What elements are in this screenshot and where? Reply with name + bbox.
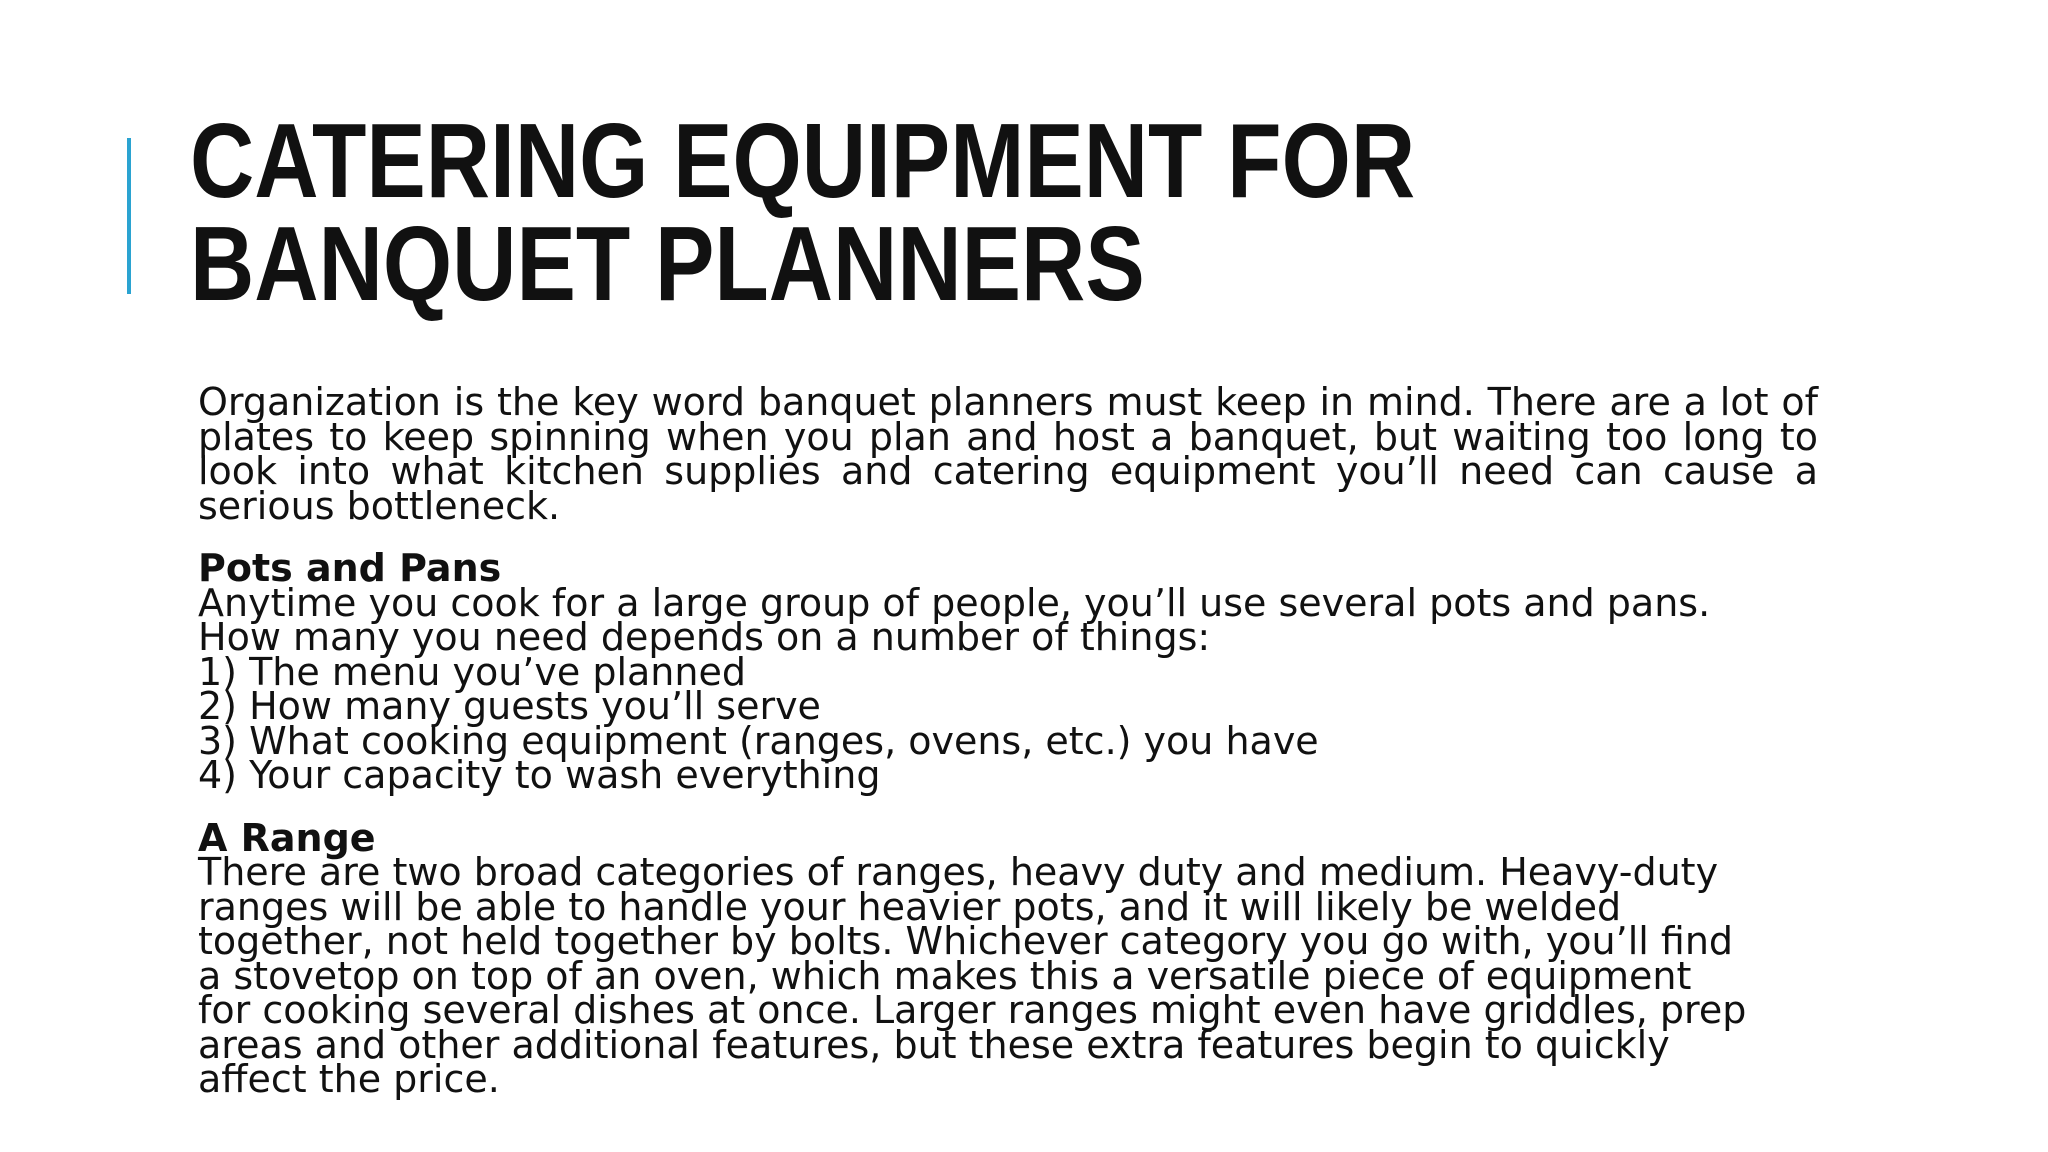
range-line-4: a stovetop on top of an oven, which makes this a versatile piece of equipment — [198, 953, 1692, 998]
range-line-6: areas and other additional features, but these extra features begin to quickly — [198, 1022, 1670, 1067]
slide-body — [198, 380, 1818, 1101]
range-line-1: There are two broad categories of ranges, heavy duty and medium. Heavy-duty — [198, 850, 1719, 894]
pots-list-item-4: 4) Your capacity to wash everything — [198, 753, 881, 797]
pots-list-item-1: 1) The menu you’ve planned — [198, 649, 746, 694]
range-line-5: for cooking several dishes at once. Larger ranges might even have griddles, prep — [198, 988, 1747, 1032]
pots-line-2: How many you need depends on a number of things: — [198, 615, 1211, 659]
title-line-2: BANQUET PLANNERS — [190, 205, 1145, 323]
pots-list-item-2: 2) How many guests you’ll serve — [198, 684, 821, 728]
range-line-3: together, not held together by bolts. Whichever category you go with, you’ll find — [198, 919, 1734, 963]
range-section — [198, 815, 1818, 1101]
slide-title — [190, 102, 1416, 323]
pots-line-1: Anytime you cook for a large group of people, you’ll use several pots and pans. — [198, 580, 1711, 625]
range-heading: A Range — [198, 815, 376, 860]
range-line-7: affect the price. — [198, 1057, 500, 1101]
title-accent-bar — [127, 138, 131, 294]
range-line-2: ranges will be able to handle your heavier pots, and it will likely be welded — [198, 884, 1622, 929]
pots-list-item-3: 3) What cooking equipment (ranges, ovens, etc.) you have — [198, 718, 1319, 763]
intro-paragraph: Organization is the key word banquet planners must keep in mind. There are a lot of plates to keep spinning when you plan and host a banquet, but waiting too long to look into what kitchen supplies and catering equipment you’ll need can cause a serious bottleneck. — [198, 380, 1818, 528]
title-line-1: CATERING EQUIPMENT FOR — [190, 102, 1416, 220]
pots-and-pans-section — [198, 546, 1818, 797]
pots-and-pans-heading: Pots and Pans — [198, 546, 502, 590]
